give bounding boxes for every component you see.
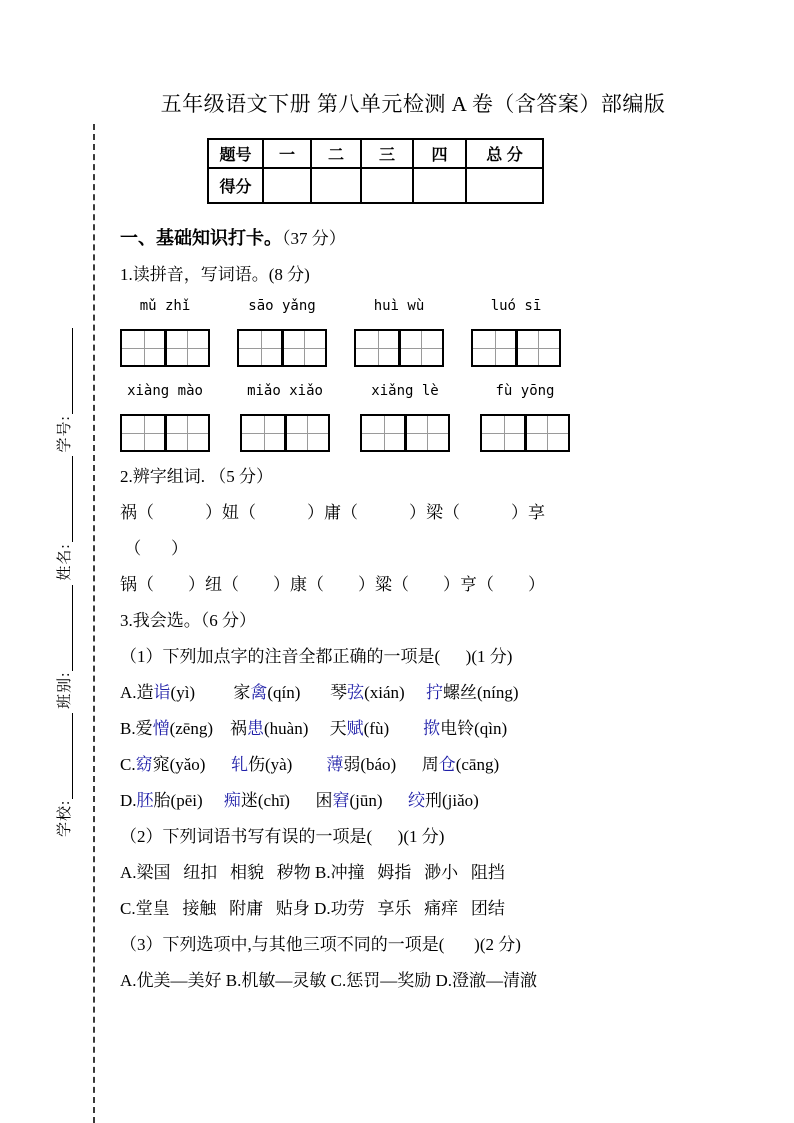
pinyin-writing-unit — [120, 298, 210, 367]
q2-word-line-2: 锅（ ）纽（ ）康（ ）粱（ ）亨（ ） — [120, 575, 545, 594]
writing-grid — [120, 414, 210, 452]
q3-sub2-options-cd: C.堂皇 接触 附庸 贴身 D.功劳 享乐 痛痒 团结 — [120, 899, 505, 918]
pinyin-writing-unit — [237, 298, 327, 367]
pinyin-label: fù yōng — [495, 383, 555, 399]
pinyin-writing-unit — [354, 298, 444, 367]
score-row-label: 得分 — [208, 168, 263, 203]
score-table-score-row — [208, 168, 543, 203]
q2-prompt: 2.辨字组词. （5 分） — [120, 467, 273, 486]
q3-sub1-option-d: D.胚胎(pēi) 痴迷(chī) 困窘(jūn) 绞刑(jiǎo) — [120, 791, 479, 810]
school-label: 学校: — [56, 799, 73, 837]
pinyin-label: luó sī — [490, 298, 542, 314]
score-table-header-cell: 一 — [263, 139, 311, 168]
writing-grid — [360, 414, 450, 452]
pinyin-writing-unit — [120, 383, 210, 452]
writing-grid — [471, 329, 561, 367]
pinyin-writing-unit — [480, 383, 570, 452]
section1-heading-text: 一、基础知识打卡。 — [120, 228, 282, 248]
score-table-header-cell: 三 — [361, 139, 413, 168]
name-label: 姓名: — [56, 543, 73, 581]
score-empty-cell — [466, 168, 543, 203]
writing-grid — [354, 329, 444, 367]
q2-word-line-1-continued: （ ） — [120, 539, 188, 558]
q1-grid-row-1 — [120, 298, 736, 367]
score-table-header-cell: 二 — [311, 139, 361, 168]
q3-sub3-prompt: （3）下列选项中,与其他三项不同的一项是( )(2 分) — [120, 935, 521, 954]
section1-heading-score: （37 分） — [282, 229, 346, 248]
score-empty-cell — [361, 168, 413, 203]
class-label: 班别: — [56, 671, 73, 709]
pinyin-writing-unit — [240, 383, 330, 452]
pinyin-label: xiǎng lè — [371, 383, 439, 399]
q3-sub2-options-ab: A.梁国 纽扣 相貌 秽物 B.冲撞 姆指 渺小 阻挡 — [120, 863, 505, 882]
pinyin-label: huì wù — [373, 298, 425, 314]
score-empty-cell — [413, 168, 466, 203]
q3-sub3-options: A.优美—美好 B.机敏—灵敏 C.惩罚—奖励 D.澄澈—清澈 — [120, 971, 537, 990]
score-table-header-cell: 总 分 — [466, 139, 543, 168]
score-empty-cell — [263, 168, 311, 203]
writing-grid — [237, 329, 327, 367]
q3-sub2-prompt: （2）下列词语书写有误的一项是( )(1 分) — [120, 827, 445, 846]
score-table-header-cell: 题号 — [208, 139, 263, 168]
q3-sub1-prompt: （1）下列加点字的注音全都正确的一项是( )(1 分) — [120, 647, 513, 666]
pinyin-writing-unit — [360, 383, 450, 452]
pinyin-writing-unit — [471, 298, 561, 367]
score-table-header-cell: 四 — [413, 139, 466, 168]
score-table — [207, 138, 544, 204]
q3-sub1-option-c: C.窈窕(yǎo) 轧伤(yà) 薄弱(báo) 周仓(cāng) — [120, 755, 500, 774]
q1-prompt: 1.读拼音，写词语。(8 分) — [120, 265, 310, 284]
paper-title: 五年级语文下册 第八单元检测 A 卷（含答案）部编版 — [160, 92, 666, 116]
q3-sub1-option-b: B.爱憎(zēng) 祸患(huàn) 天赋(fù) 揿电铃(qìn) — [120, 719, 508, 738]
pinyin-label: miǎo xiǎo — [247, 383, 323, 399]
q3-prompt: 3.我会选。（6 分） — [120, 611, 256, 630]
score-empty-cell — [311, 168, 361, 203]
writing-grid — [240, 414, 330, 452]
q1-grid-row-2 — [120, 383, 736, 452]
section1-heading — [120, 224, 736, 250]
writing-grid — [120, 329, 210, 367]
student-id-label: 学号: — [56, 415, 73, 453]
pinyin-label: xiàng mào — [127, 383, 203, 399]
q2-word-line-1: 祸（ ）妞（ ）庸（ ）梁（ ）享 — [120, 503, 545, 522]
pinyin-label: sāo yǎng — [248, 298, 316, 314]
pinyin-label: mǔ zhǐ — [139, 298, 191, 314]
q3-sub1-option-a: A.造诣(yì) 家禽(qín) 琴弦(xián) 拧螺丝(níng) — [120, 683, 519, 702]
score-table-header-row — [208, 139, 543, 168]
writing-grid — [480, 414, 570, 452]
